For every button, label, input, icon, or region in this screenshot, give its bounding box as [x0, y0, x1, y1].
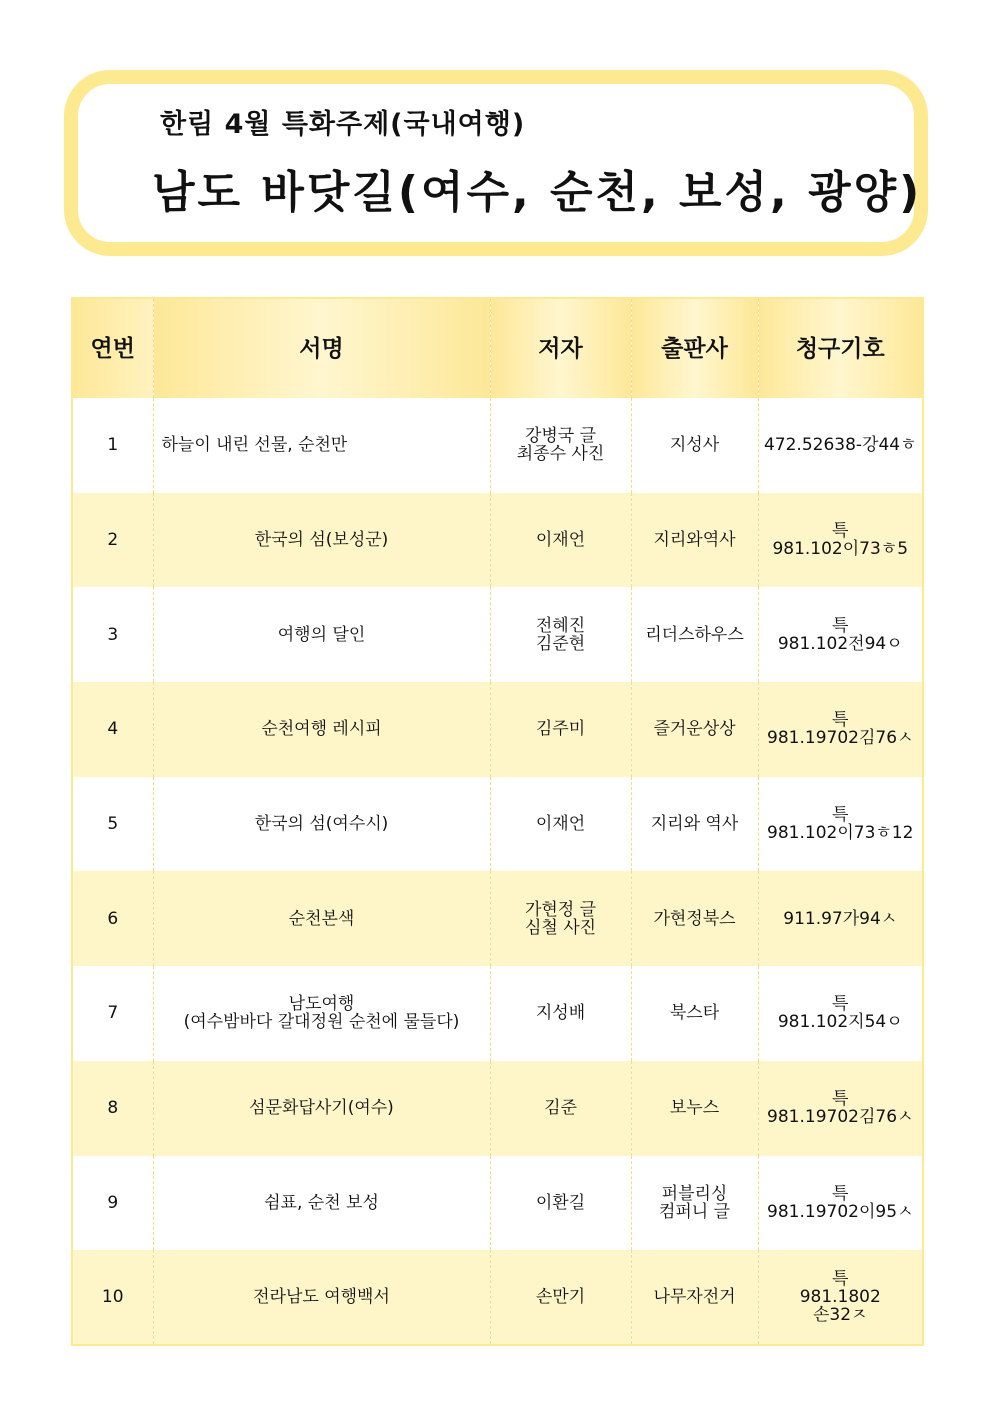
book-call-number: 특 981.102이73ㅎ5 — [758, 493, 923, 588]
book-call-number: 특 981.19702이95ㅅ — [758, 1156, 923, 1251]
table-row — [72, 966, 923, 1061]
row-number: 4 — [72, 682, 153, 777]
row-number: 1 — [72, 398, 153, 493]
book-author: 손만기 — [490, 1250, 631, 1345]
table-row — [72, 1250, 923, 1345]
table-row — [72, 398, 923, 493]
table-row — [72, 777, 923, 872]
book-publisher: 지리와 역사 — [631, 777, 758, 872]
book-author: 이환길 — [490, 1156, 631, 1251]
book-title: 한국의 섬(보성군) — [153, 493, 490, 588]
book-publisher: 지리와역사 — [631, 493, 758, 588]
column-header-call-number: 청구기호 — [758, 298, 923, 398]
column-header-no: 연번 — [72, 298, 153, 398]
book-publisher: 지성사 — [631, 398, 758, 493]
book-author: 전혜진 김준현 — [490, 587, 631, 682]
book-list-table — [71, 297, 924, 1346]
book-title: 남도여행 (여수밤바다 갈대정원 순천에 물들다) — [153, 966, 490, 1061]
book-author: 이재언 — [490, 777, 631, 872]
book-call-number: 특 981.102이73ㅎ12 — [758, 777, 923, 872]
book-publisher: 가현정북스 — [631, 871, 758, 966]
book-title: 쉼표, 순천 보성 — [153, 1156, 490, 1251]
column-header-author: 저자 — [490, 298, 631, 398]
book-title: 순천본색 — [153, 871, 490, 966]
column-header-publisher: 출판사 — [631, 298, 758, 398]
row-number: 8 — [72, 1061, 153, 1156]
book-title: 하늘이 내린 선물, 순천만 — [153, 398, 490, 493]
table-row — [72, 682, 923, 777]
book-publisher: 퍼블리싱 컴퍼니 글 — [631, 1156, 758, 1251]
table-row — [72, 871, 923, 966]
book-call-number: 특 981.19702김76ㅅ — [758, 1061, 923, 1156]
book-author: 김준 — [490, 1061, 631, 1156]
book-title: 한국의 섬(여수시) — [153, 777, 490, 872]
book-author: 지성배 — [490, 966, 631, 1061]
book-call-number: 특 981.19702김76ㅅ — [758, 682, 923, 777]
column-header-title: 서명 — [153, 298, 490, 398]
book-call-number: 특 981.1802 손32ㅈ — [758, 1250, 923, 1345]
row-number: 9 — [72, 1156, 153, 1251]
row-number: 2 — [72, 493, 153, 588]
table-header-row — [72, 298, 923, 398]
book-author: 가현정 글 심철 사진 — [490, 871, 631, 966]
row-number: 6 — [72, 871, 153, 966]
book-publisher: 보누스 — [631, 1061, 758, 1156]
title-banner — [64, 70, 928, 256]
book-call-number: 911.97가94ㅅ — [758, 871, 923, 966]
book-author: 김주미 — [490, 682, 631, 777]
row-number: 7 — [72, 966, 153, 1061]
book-publisher: 북스타 — [631, 966, 758, 1061]
page-subtitle: 한림 4월 특화주제(국내여행) — [160, 109, 526, 140]
table-row — [72, 1061, 923, 1156]
row-number: 3 — [72, 587, 153, 682]
book-publisher: 나무자전거 — [631, 1250, 758, 1345]
row-number: 10 — [72, 1250, 153, 1345]
book-call-number: 특 981.102지54ㅇ — [758, 966, 923, 1061]
book-title: 여행의 달인 — [153, 587, 490, 682]
book-author: 강병국 글 최종수 사진 — [490, 398, 631, 493]
book-title: 전라남도 여행백서 — [153, 1250, 490, 1345]
row-number: 5 — [72, 777, 153, 872]
book-title: 섬문화답사기(여수) — [153, 1061, 490, 1156]
table-row — [72, 1156, 923, 1251]
table-row — [72, 493, 923, 588]
page-title: 남도 바닷길(여수, 순천, 보성, 광양) — [152, 167, 923, 218]
book-call-number: 472.52638-강44ㅎ — [758, 398, 923, 493]
book-call-number: 특 981.102전94ㅇ — [758, 587, 923, 682]
book-author: 이재언 — [490, 493, 631, 588]
book-publisher: 즐거운상상 — [631, 682, 758, 777]
table-row — [72, 587, 923, 682]
book-title: 순천여행 레시피 — [153, 682, 490, 777]
book-publisher: 리더스하우스 — [631, 587, 758, 682]
